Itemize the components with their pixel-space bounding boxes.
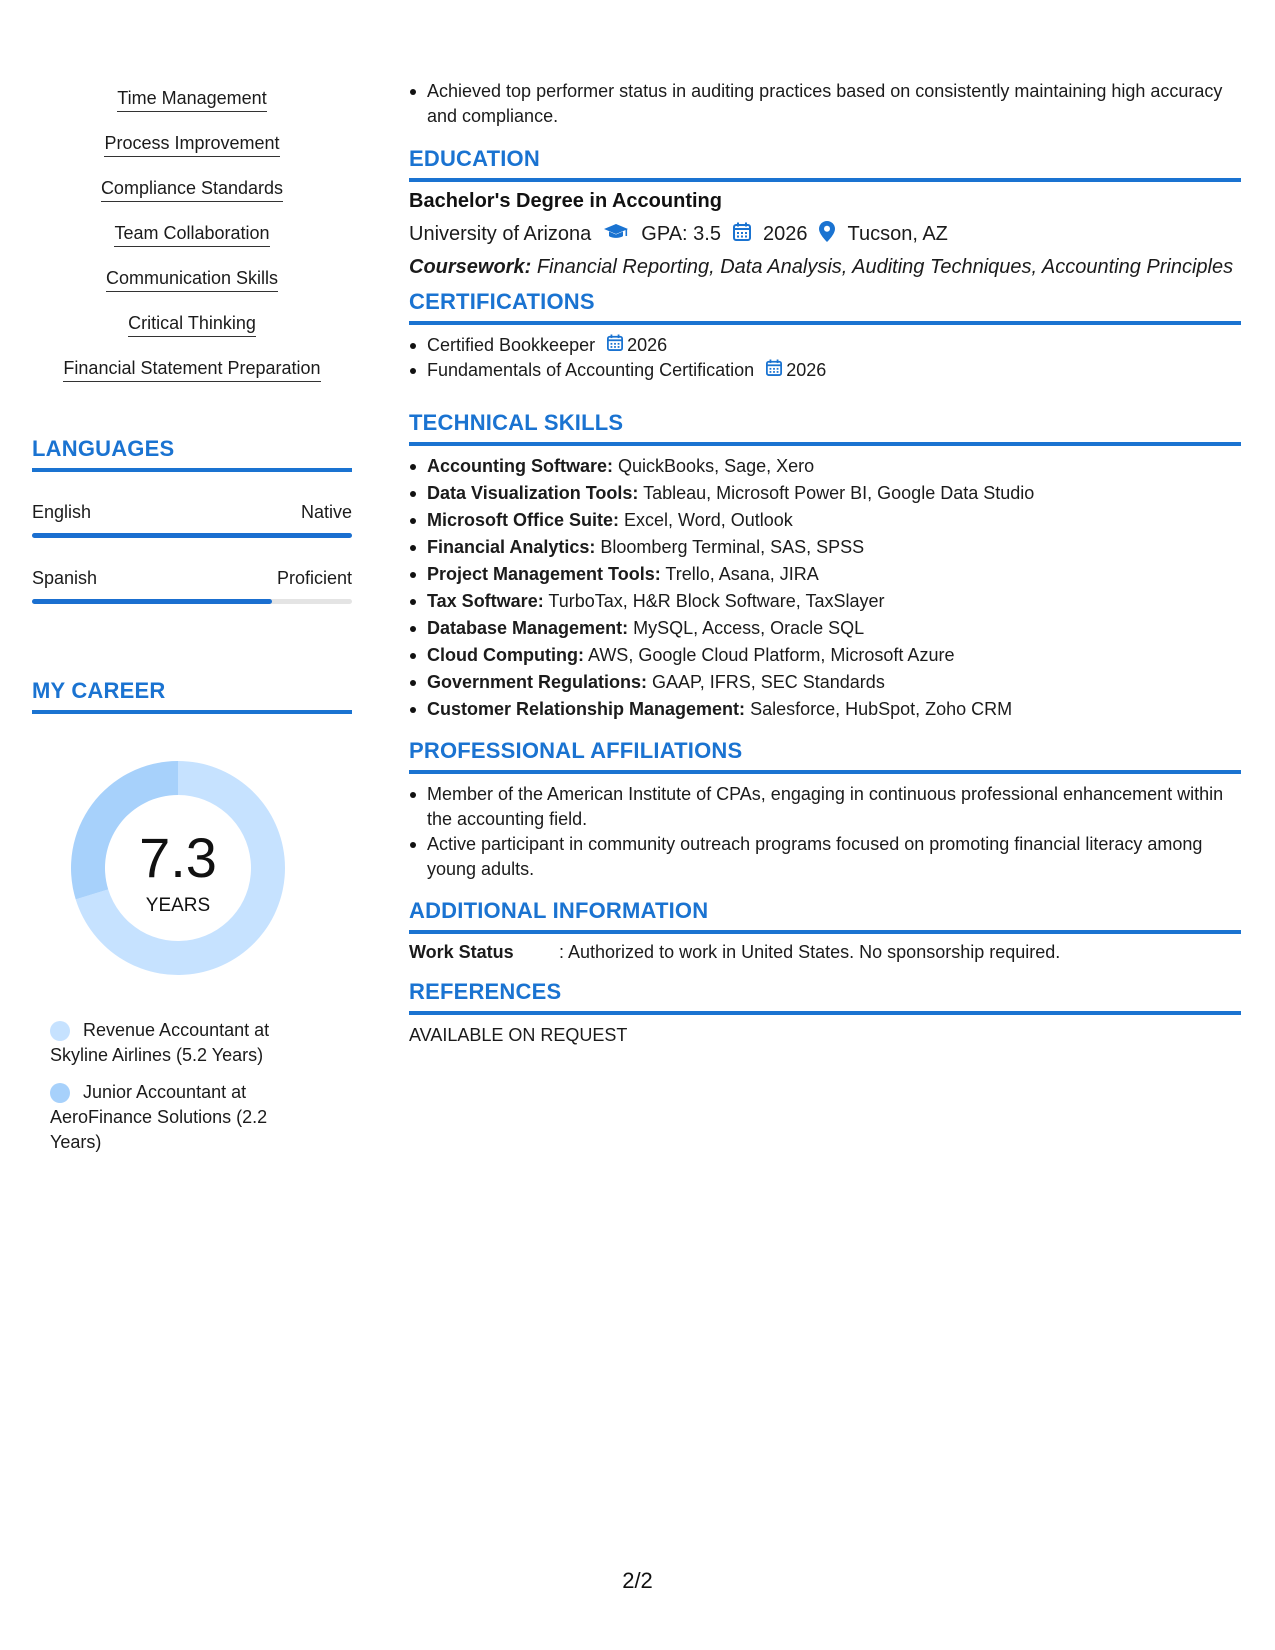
legend-item: Revenue Accountant at Skyline Airlines (5.2 Years)	[50, 1020, 270, 1065]
coursework	[409, 256, 1241, 279]
skill-tag: Time Management	[117, 86, 266, 131]
calendar-icon	[733, 222, 751, 247]
work-status-row	[409, 942, 1241, 963]
technical-skill-item: Data Visualization Tools: Tableau, Microsoft Power BI, Google Data Studio	[409, 481, 1241, 506]
section-rule	[409, 321, 1241, 325]
graduation-year: 2026	[762, 223, 808, 245]
location-pin-icon	[819, 221, 835, 248]
section-title: EDUCATION	[409, 146, 540, 171]
section-title: REFERENCES	[409, 979, 562, 1004]
technical-skill-item: Project Management Tools: Trello, Asana, JIRA	[409, 562, 1241, 587]
certification-item: Fundamentals of Accounting Certification 2026	[409, 358, 1241, 383]
page-number: 2/2	[622, 1568, 653, 1593]
technical-skills-section	[409, 410, 1241, 724]
language-bar-fill	[32, 533, 352, 538]
section-title: ADDITIONAL INFORMATION	[409, 898, 709, 923]
language-row	[32, 568, 352, 589]
school-location: Tucson, AZ	[847, 223, 948, 245]
language-row	[32, 502, 352, 523]
technical-skill-item: Financial Analytics: Bloomberg Terminal, SAS, SPSS	[409, 535, 1241, 560]
section-rule	[409, 442, 1241, 446]
experience-bullet: Achieved top performer status in auditing practices based on consistently maintaining high accuracy and compliance.	[409, 79, 1241, 129]
section-rule	[409, 178, 1241, 182]
legend-item: Junior Accountant at AeroFinance Solutions (2.2 Years)	[50, 1082, 268, 1152]
section-rule	[409, 770, 1241, 774]
affiliations-section	[409, 738, 1241, 882]
references-text: AVAILABLE ON REQUEST	[409, 1025, 628, 1045]
language-level: Native	[300, 502, 352, 522]
school-name: University of Arizona	[409, 223, 592, 245]
language-level: Proficient	[276, 568, 352, 588]
technical-skill-item: Database Management: MySQL, Access, Oracle SQL	[409, 616, 1241, 641]
skill-tag: Process Improvement	[104, 131, 279, 176]
skill-tags	[32, 86, 352, 401]
section-rule	[32, 468, 352, 472]
technical-skill-item: Customer Relationship Management: Salesforce, HubSpot, Zoho CRM	[409, 697, 1241, 722]
technical-skill-item: Cloud Computing: AWS, Google Cloud Platform, Microsoft Azure	[409, 643, 1241, 668]
career-section	[32, 678, 352, 1152]
skill-tag: Critical Thinking	[128, 311, 256, 356]
languages-section	[32, 436, 352, 604]
certifications-section	[409, 289, 1241, 383]
affiliation-item: Member of the American Institute of CPAs, engaging in continuous professional enhancement within the accounting field.	[409, 782, 1241, 832]
language-name: English	[32, 502, 92, 522]
work-status-label: Work Status	[409, 942, 514, 962]
calendar-icon	[607, 333, 623, 358]
section-title: TECHNICAL SKILLS	[409, 410, 624, 435]
section-title: PROFESSIONAL AFFILIATIONS	[409, 738, 743, 763]
section-title: MY CAREER	[32, 678, 166, 703]
calendar-icon	[766, 358, 782, 383]
language-bar-fill	[32, 599, 272, 604]
coursework-label: Coursework:	[409, 256, 532, 278]
graduation-cap-icon	[603, 223, 629, 247]
technical-skill-item: Accounting Software: QuickBooks, Sage, Xero	[409, 454, 1241, 479]
career-total-years: 7.3	[139, 826, 217, 889]
language-name: Spanish	[32, 568, 98, 588]
section-title: LANGUAGES	[32, 436, 175, 461]
language-bar	[32, 533, 352, 538]
experience-continued	[409, 79, 1241, 129]
section-rule	[409, 1011, 1241, 1015]
education-section	[409, 146, 1241, 279]
skill-tag: Team Collaboration	[114, 221, 269, 266]
affiliation-item: Active participant in community outreach programs focused on promoting financial literacy among young adults.	[409, 832, 1241, 882]
additional-info-section	[409, 898, 1241, 963]
technical-skill-item: Microsoft Office Suite: Excel, Word, Outlook	[409, 508, 1241, 533]
gpa: GPA: 3.5	[641, 223, 721, 245]
coursework-list: Financial Reporting, Data Analysis, Auditing Techniques, Accounting Principles	[536, 256, 1234, 278]
section-rule	[409, 930, 1241, 934]
section-rule	[32, 710, 352, 714]
career-legend	[50, 1018, 290, 1167]
legend-dot	[50, 1021, 70, 1041]
career-donut-chart	[65, 755, 291, 981]
skill-tag: Communication Skills	[106, 266, 278, 311]
certification-item: Certified Bookkeeper 2026	[409, 333, 1241, 358]
degree: Bachelor's Degree in Accounting	[409, 190, 722, 212]
language-bar	[32, 599, 352, 604]
technical-skill-item: Government Regulations: GAAP, IFRS, SEC Standards	[409, 670, 1241, 695]
education-details	[409, 221, 1241, 248]
legend-dot	[50, 1083, 70, 1103]
section-title: CERTIFICATIONS	[409, 289, 595, 314]
donut-center	[65, 755, 291, 981]
technical-skill-item: Tax Software: TurboTax, H&R Block Software, TaxSlayer	[409, 589, 1241, 614]
skill-tag: Compliance Standards	[101, 176, 283, 221]
skill-tag: Financial Statement Preparation	[63, 356, 320, 401]
work-status-value: : Authorized to work in United States. No sponsorship required.	[559, 942, 1061, 962]
references-section	[409, 979, 1241, 1046]
career-total-unit: YEARS	[145, 895, 211, 916]
